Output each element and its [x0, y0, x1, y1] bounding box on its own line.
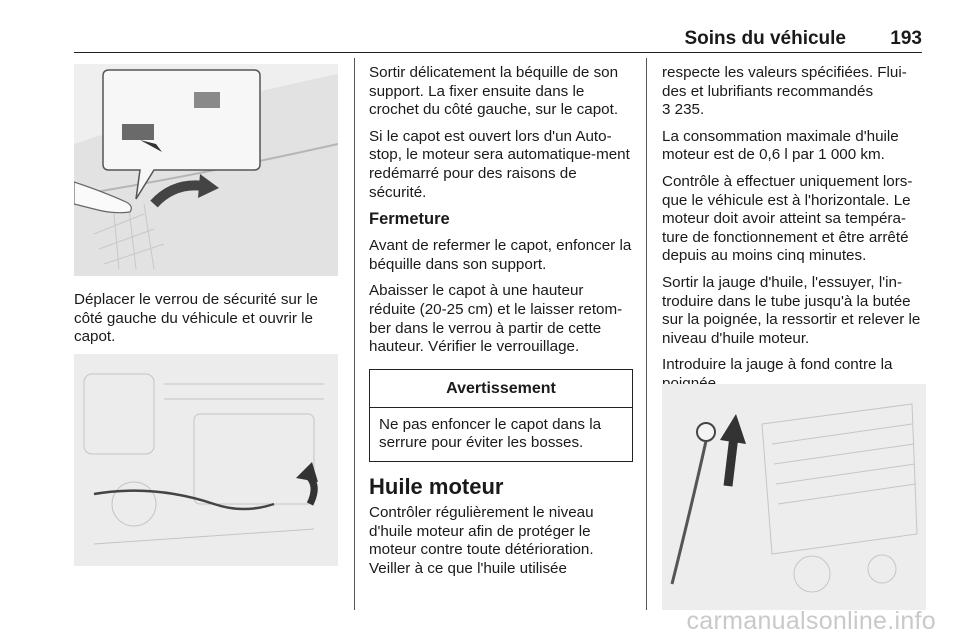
figure-caption-hood: Déplacer le verrou de sécurité sur le côté gauche du véhicule et ouvrir le capot. [74, 291, 318, 346]
column-divider-1 [354, 58, 355, 610]
section-title: Soins du véhicule [684, 28, 846, 49]
paragraph-stay-rod: Sortir délicatement la béquille de son support. La fixer ensuite dans le crochet du côté gauche, sur le capot. [369, 64, 619, 119]
paragraph-autostop: Si le capot est ouvert lors d'un Auto-stop, le moteur sera automatique-ment redémarré pour des raisons de sécurité. [369, 127, 630, 201]
paragraph-dipstick-steps: Sortir la jauge d'huile, l'essuyer, l'in-troduire dans le tube jusqu'à la butée sur la poignée, la ressortir et relever le niveau d'huile moteur. [662, 273, 921, 347]
watermark: carmanualsonline.info [686, 607, 936, 635]
paragraph-check-conditions: Contrôle à effectuer uniquement lors-que le véhicule est à l'horizontale. Le moteur doit avoir atteint sa tempéra-ture de fonctionnement et être arrêté depuis au moins cinq minutes. [662, 172, 913, 265]
dipstick-illustration [662, 384, 926, 610]
paragraph-insert-dipstick: Introduire la jauge à fond contre la [662, 356, 893, 374]
engine-bay-illustration [74, 354, 338, 566]
paragraph-close-rod: Avant de refermer le capot, enfoncer la béquille dans son support. [369, 237, 632, 273]
paragraph-oil-specs: respecte les valeurs spécifiées. Flui-des et lubrifiants recommandés [662, 64, 907, 100]
hood-release-illustration [74, 64, 338, 276]
page-number: 193 [890, 28, 922, 49]
heading-huile-moteur: Huile moteur [369, 473, 504, 499]
column-divider-2 [646, 58, 647, 610]
warning-title: Avertissement [370, 370, 632, 408]
paragraph-lower-hood: Abaisser le capot à une hauteur réduite (20-25 cm) et le laisser retom-ber dans le verrou à partir de cette hauteur. Vérifier le verrouillage. [369, 282, 623, 356]
warning-text: Ne pas enfoncer le capot dans la serrure pour éviter les bosses. [379, 415, 602, 452]
page-reference: 3 235. [662, 101, 705, 119]
paragraph-oil-consumption: La consommation maximale d'huile moteur est de 0,6 l par 1 000 km. [662, 127, 899, 164]
heading-fermeture: Fermeture [369, 210, 450, 229]
page-header [74, 22, 922, 53]
paragraph-check-oil: Contrôler régulièrement le niveau d'huile moteur afin de protéger le moteur contre toute détérioration. Veiller à ce que l'huile utilisée [369, 503, 594, 577]
warning-box [369, 369, 633, 462]
